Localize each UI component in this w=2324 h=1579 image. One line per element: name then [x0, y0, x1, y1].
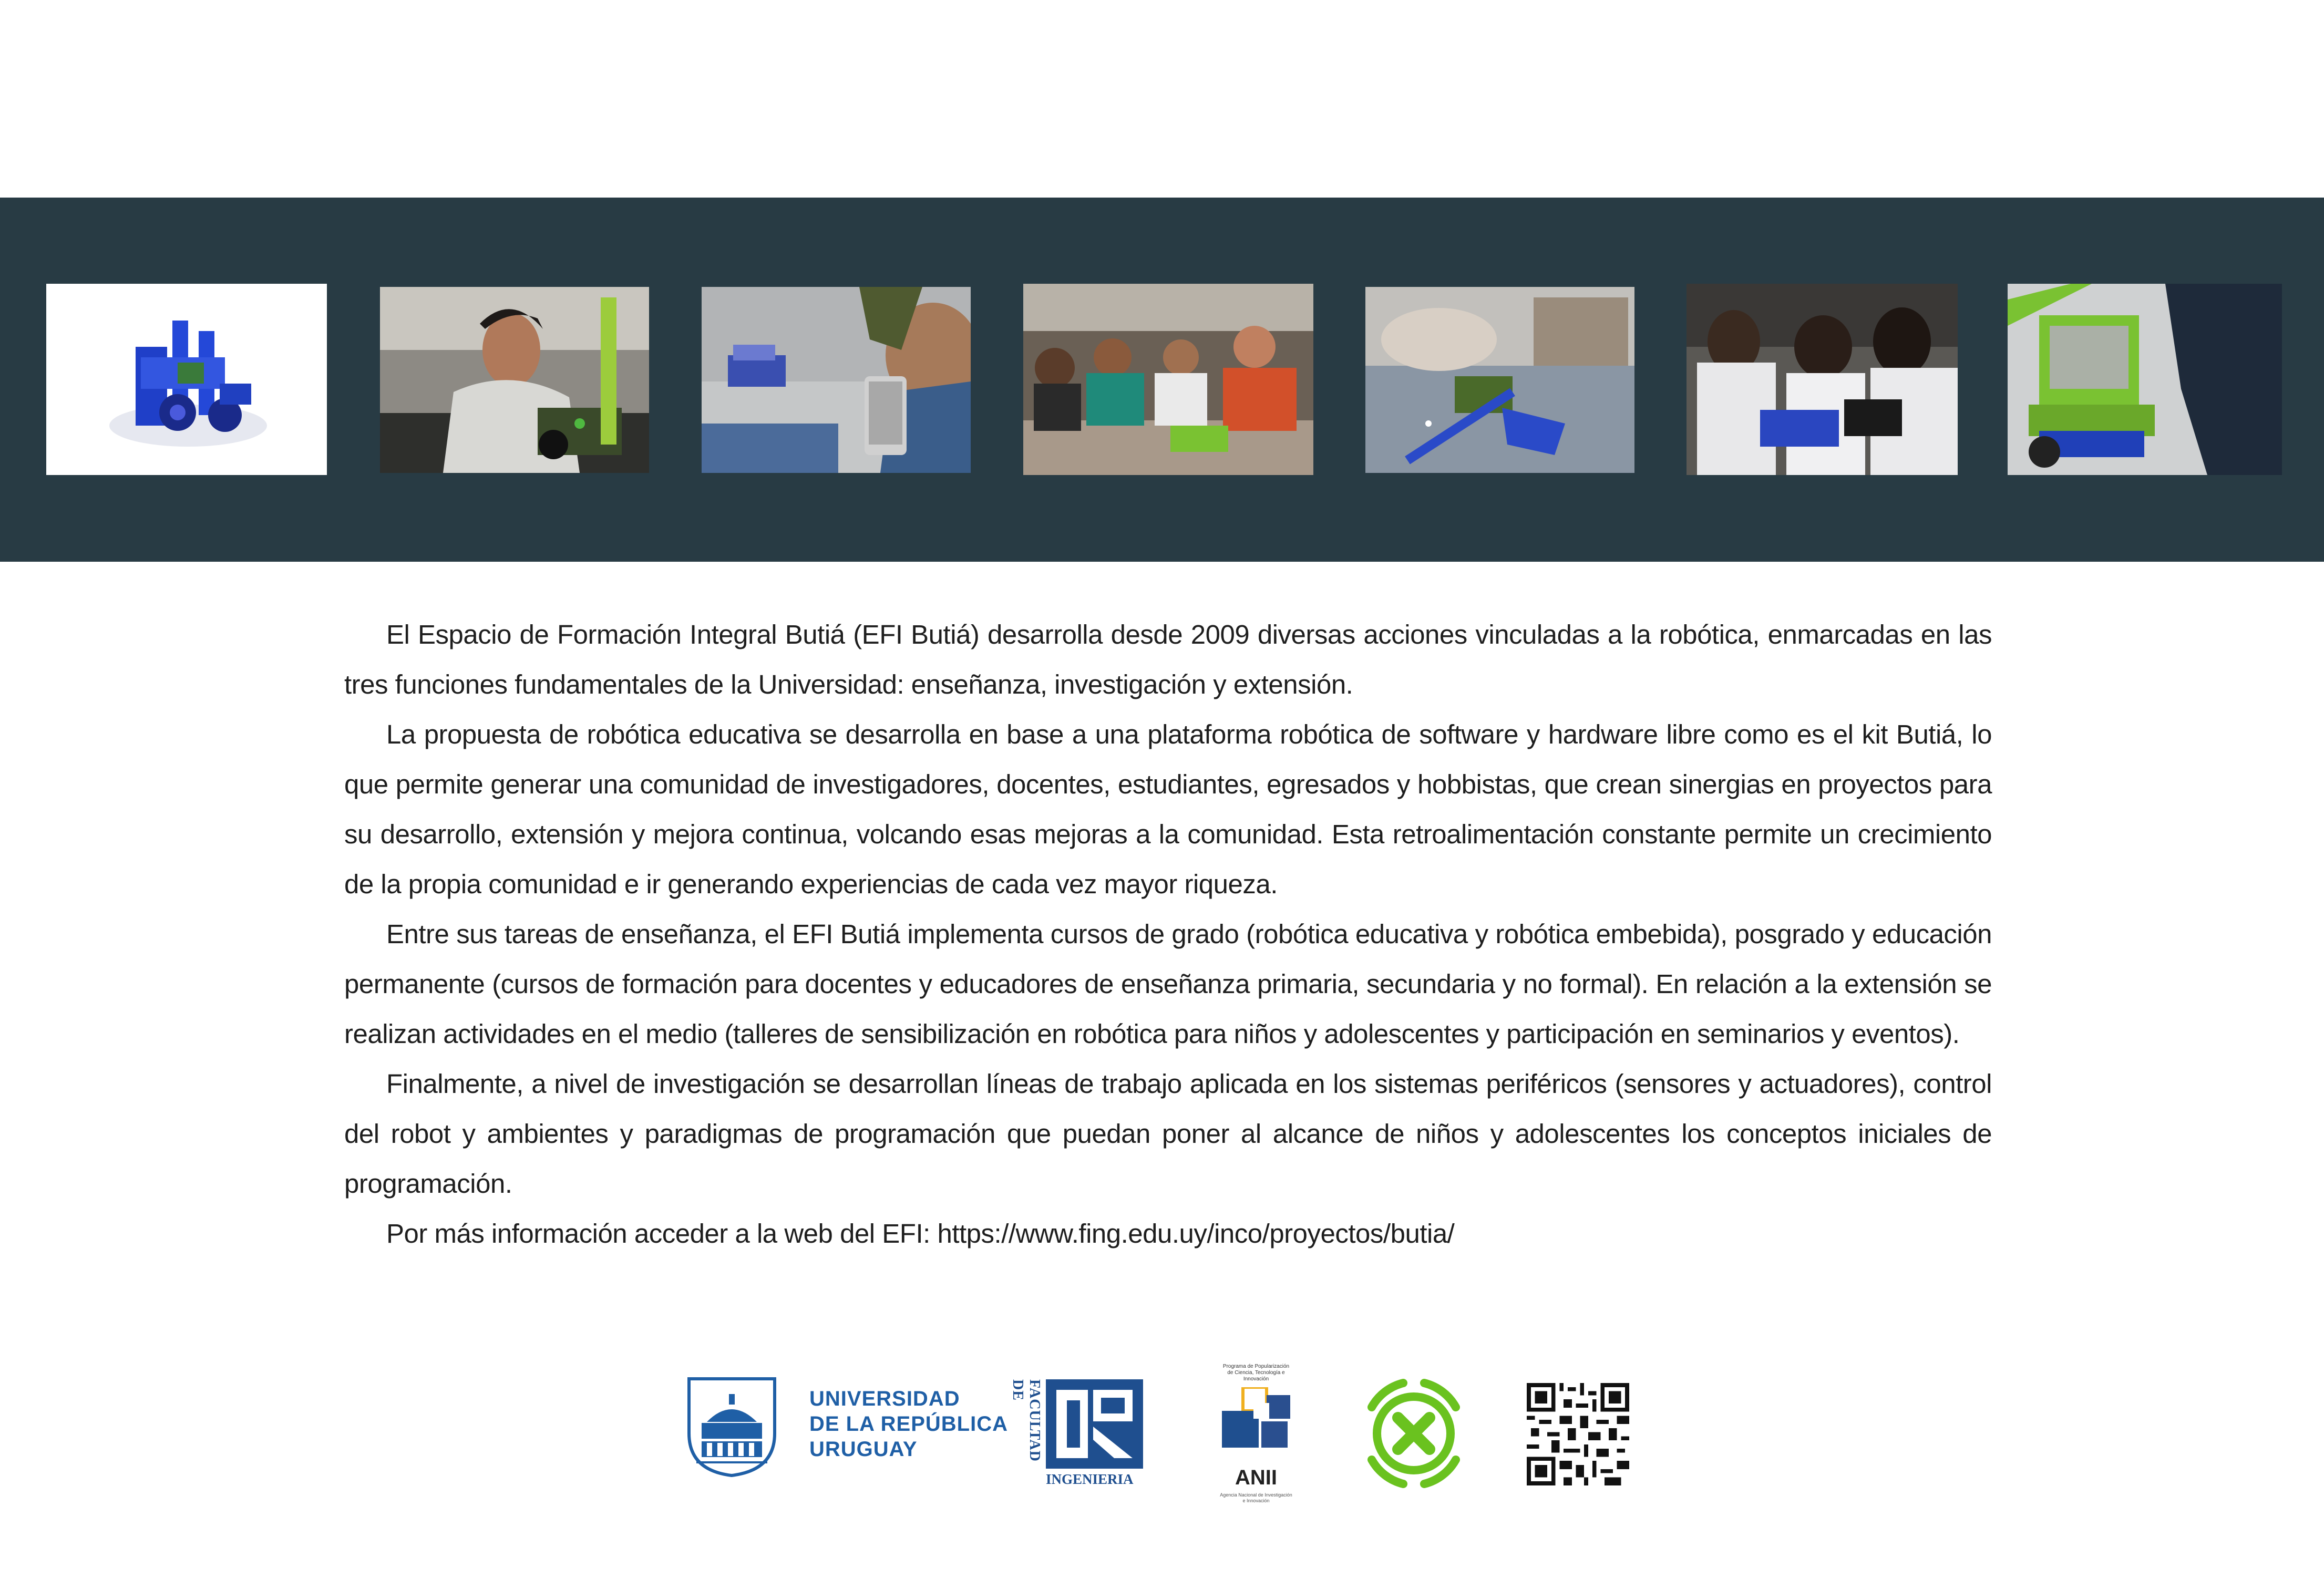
photo-robot-sensor-closeup: [1365, 287, 1634, 473]
udelar-line-3: URUGUAY: [809, 1438, 918, 1461]
fing-vertical-label: FACULTAD DE: [1010, 1379, 1043, 1462]
photo-child-with-phone: [702, 287, 971, 473]
butia-x-logo: [1356, 1376, 1472, 1491]
qr-code-icon: [1527, 1383, 1629, 1485]
udelar-shield-icon: [686, 1376, 778, 1478]
paragraph-research: Finalmente, a nivel de investigación se desarrollan líneas de trabajo aplicada en los sistemas periféricos (sensores y actuadores), control del robot y ambientes y paradigmas de programación que puedan poner al alcance de niños y adolescentes los conceptos iniciales de programación.: [344, 1069, 1992, 1199]
fing-bottom-label: INGENIERIA: [1046, 1471, 1134, 1487]
udelar-line-2: DE LA REPÚBLICA: [809, 1412, 1008, 1436]
student-building-robot-icon: [380, 287, 649, 473]
butia-x-circle-icon: [1356, 1376, 1472, 1491]
paragraph-more-info: Por más información acceder a la web del EFI: https://www.fing.edu.uy/inco/proyectos/butia/: [386, 1219, 1455, 1248]
anii-agency-label: Agencia Nacional de Investigación e Innovación: [1220, 1492, 1292, 1503]
photo-xo-laptop-on-robot: [2008, 284, 2282, 475]
photo-strip: [0, 198, 2324, 562]
robot-sensor-closeup-icon: [1365, 287, 1634, 473]
paragraph-intro: El Espacio de Formación Integral Butiá (EFI Butiá) desarrolla desde 2009 diversas acciones vinculadas a la robótica, enmarcadas en las tres funciones fundamentales de la Universidad: enseñanza, investigación y extensión.: [344, 620, 1992, 699]
body-text: [344, 610, 1992, 1258]
fing-emblem-icon: [1046, 1379, 1143, 1469]
qr-code: [1527, 1383, 1629, 1485]
photo-butia-robot-kit: [46, 284, 327, 475]
anii-program-label: Programa de Popularización de Ciencia, Tecnología e Innovación: [1222, 1364, 1290, 1382]
child-with-phone-and-robot-icon: [702, 287, 971, 473]
photo-children-on-floor: [1023, 284, 1313, 475]
photo-student-building-robot: [380, 287, 649, 473]
udelar-logo: [686, 1376, 778, 1478]
anii-name: ANII: [1235, 1466, 1277, 1489]
paragraph-teaching: Entre sus tareas de enseñanza, el EFI Butiá implementa cursos de grado (robótica educativa y robótica embebida), posgrado y educación permanente (cursos de formación para docentes y educadores de enseñanza primaria, secundaria y no formal). En relación a la extensión se realizan actividades en el medio (talleres de sensibilización en robótica para niños y adolescentes y participación en seminarios y eventos).: [344, 919, 1992, 1049]
butia-robot-kit-icon: [46, 284, 327, 475]
xo-laptop-on-robot-icon: [2008, 284, 2282, 475]
anii-logo: [1222, 1387, 1295, 1463]
udelar-wordmark: [809, 1386, 1020, 1462]
photo-students-in-lab-coats: [1687, 284, 1958, 475]
fing-logo: [1046, 1379, 1143, 1469]
children-on-floor-with-laptop-icon: [1023, 284, 1313, 475]
paragraph-proposal: La propuesta de robótica educativa se desarrolla en base a una plataforma robótica de software y hardware libre como es el kit Butiá, lo que permite generar una comunidad de investigadores, docentes, estudiantes, egresados y hobbistas, que crean sinergias en proyectos para su desarrollo, extensión y mejora continua, volcando esas mejoras a la comunidad. Esta retroalimentación constante permite un crecimiento de la propia comunidad e ir generando experiencias de cada vez mayor riqueza.: [344, 719, 1992, 899]
anii-emblem-icon: [1222, 1387, 1295, 1463]
students-in-lab-coats-icon: [1687, 284, 1958, 475]
udelar-line-1: UNIVERSIDAD: [809, 1387, 960, 1410]
